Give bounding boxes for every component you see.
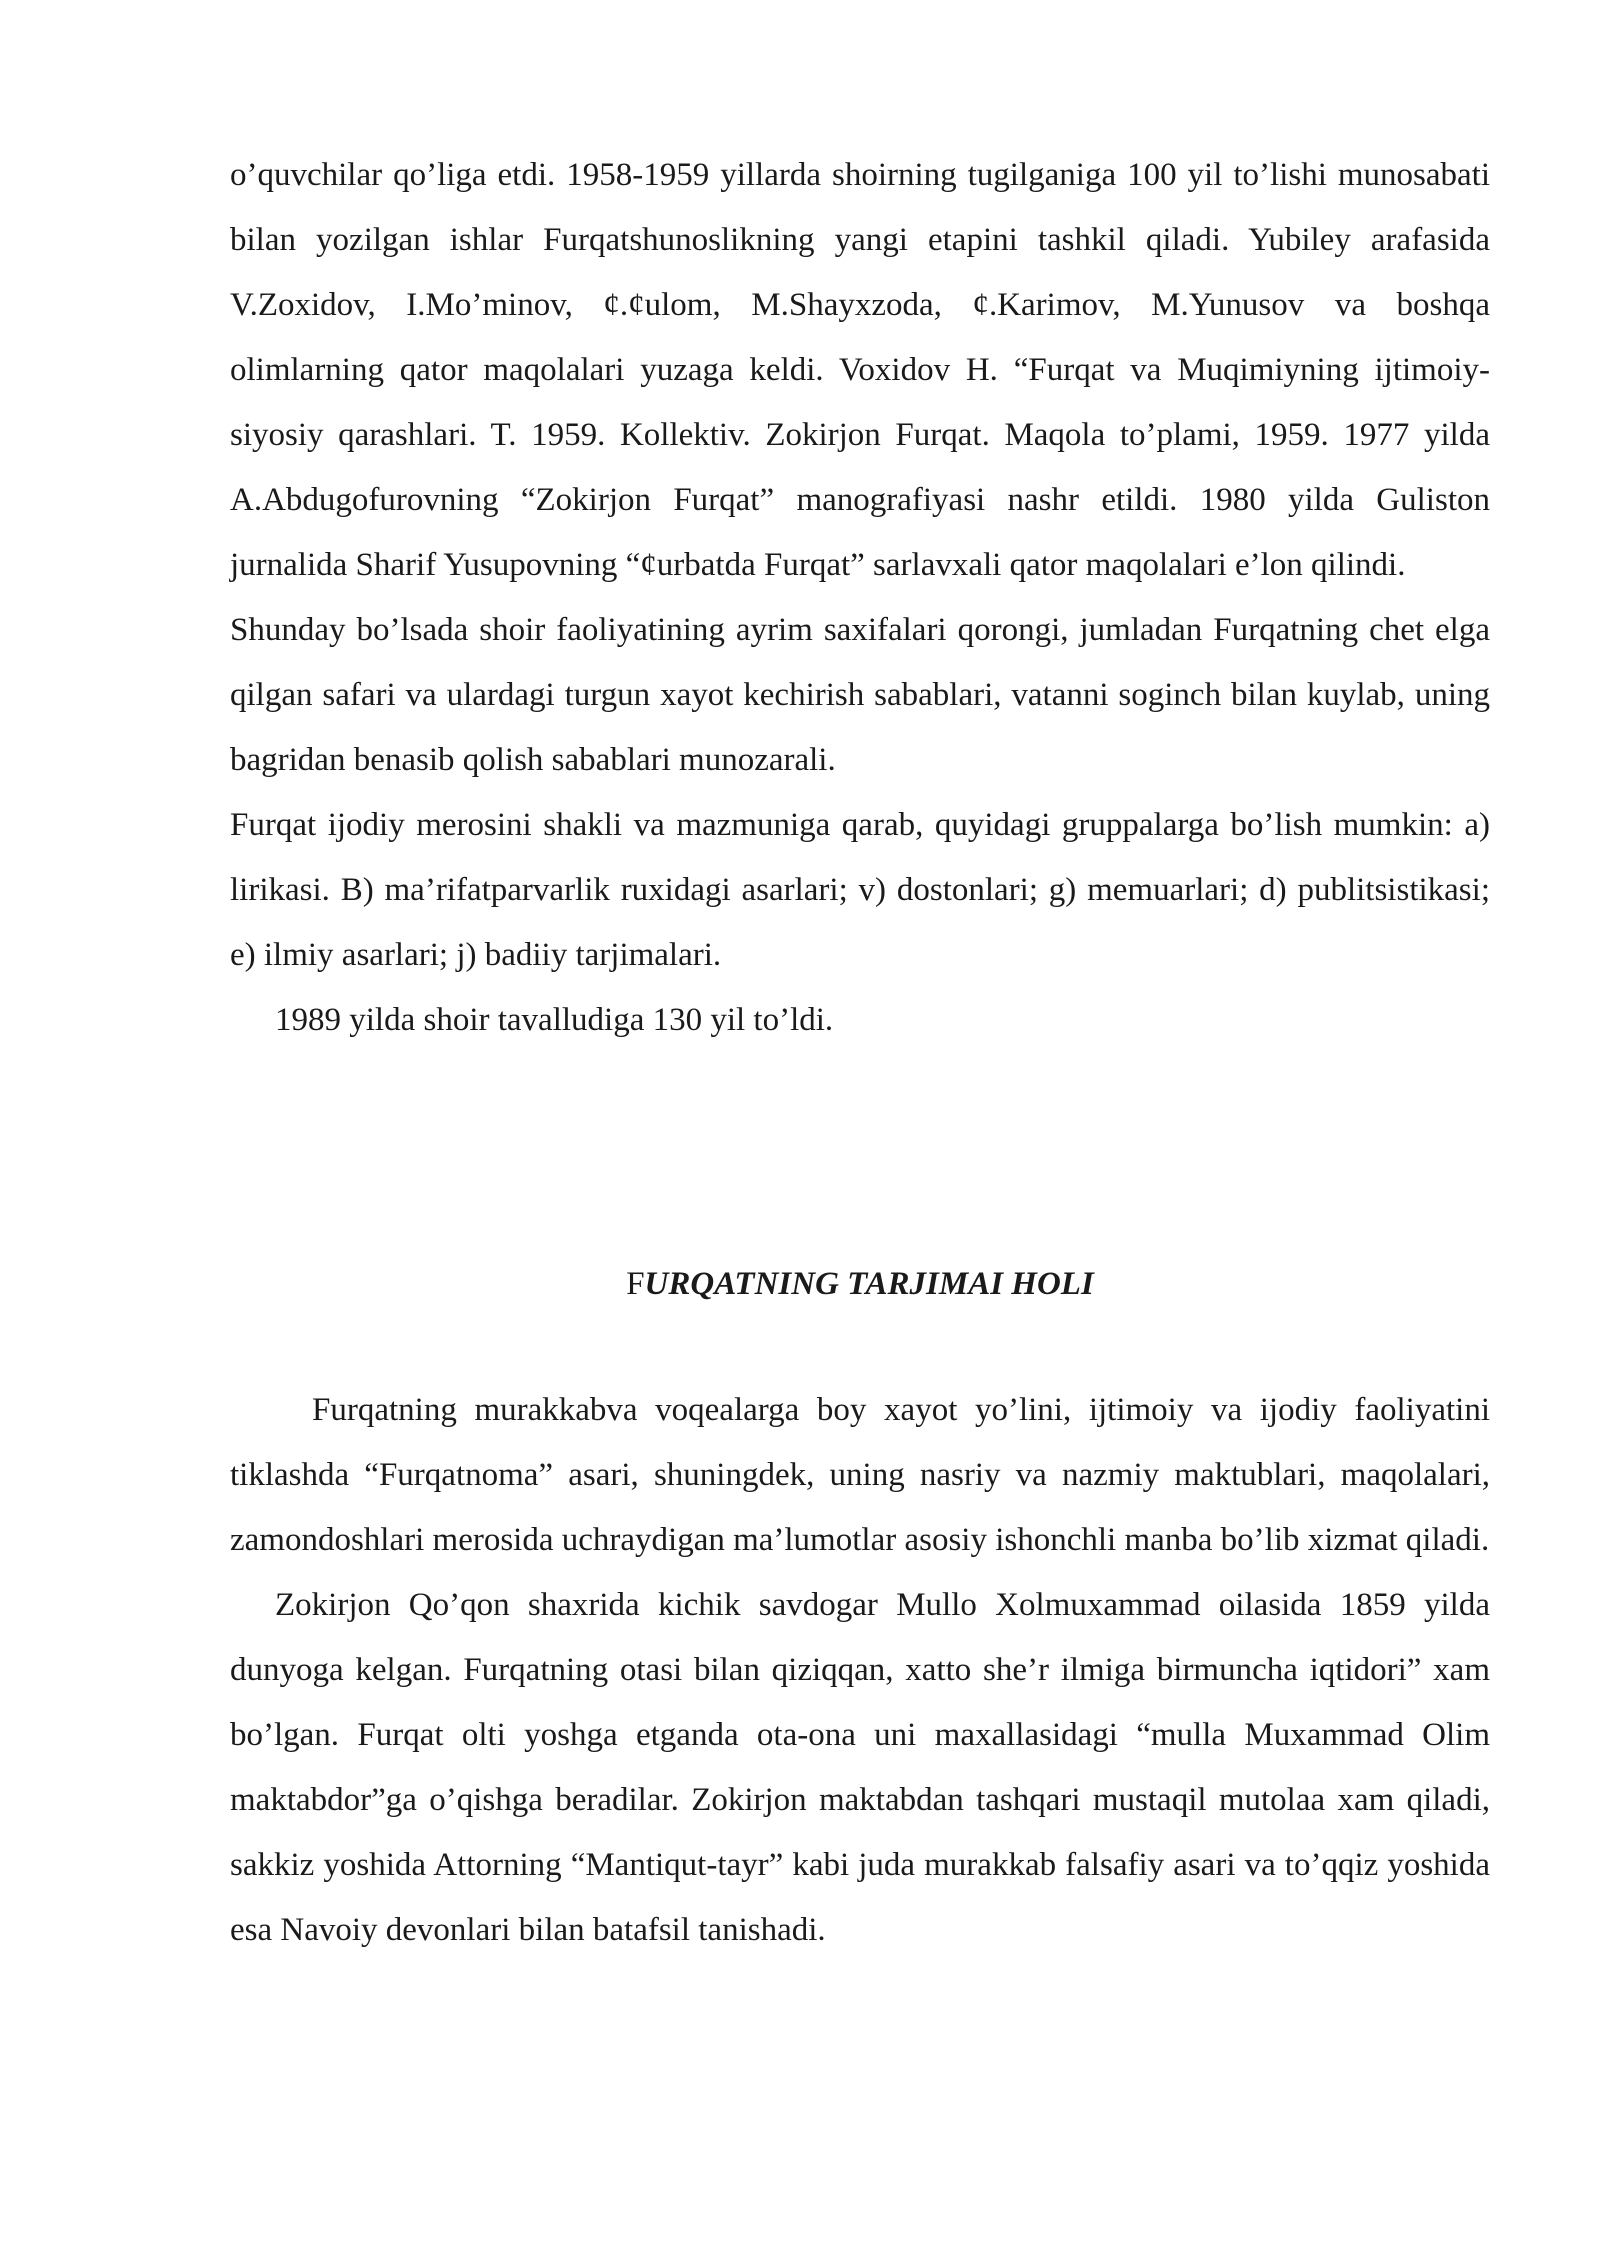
section-biography <box>230 1378 1490 1963</box>
paragraph-legacy-groups: Furqat ijodiy merosini shakli va mazmuniga qarab, quyidagi gruppalarga bo’lish mumkin: a) lirikasi. B) ma’rifatparvarlik ruxidagi asarlari; v) dostonlari; g) memuarlari; d) publitsistikasi; e) ilmiy asarlari; j) badiiy tarjimalari. <box>230 807 1490 973</box>
paragraph-sources: Furqatning murakkabva voqealarga boy xayot yo’lini, ijtimoiy va ijodiy faoliyatini tiklashda “Furqatnoma” asari, shuningdek, uning nasriy va nazmiy maktublari, maqolalari, zamondoshlari merosida uchraydigan ma’lumotlar asosiy ishonchli manba bo’lib xizmat qiladi. <box>230 1392 1490 1558</box>
paragraph-reception-history: o’quvchilar qo’liga etdi. 1958-1959 yillarda shoirning tugilganiga 100 yil to’lishi munosabati bilan yozilgan ishlar Furqatshunoslikning yangi etapini tashkil qiladi. Yubiley arafasida V.Zoxidov, I.Mo’minov, ¢.¢ulom, M.Shayxzoda, ¢.Karimov, M.Yunusov va boshqa olimlarning qator maqolalari yuzaga keldi. Voxidov H. “Furqat va Muqimiyning ijtimoiy-siyosiy qarashlari. T. 1959. Kollektiv. Zokirjon Furqat. Maqola to’plami, 1959. 1977 yilda A.Abdugofurovning “Zokirjon Furqat” manografiyasi nashr etildi. 1980 yilda Guliston jurnalida Sharif Yusupovning “¢urbatda Furqat” sarlavxali qator maqolalari e’lon qilindi. <box>230 157 1490 583</box>
section-heading <box>230 1252 1490 1317</box>
heading-text: URQATNING TARJIMAI HOLI <box>644 1266 1094 1302</box>
section-before-heading <box>230 143 1490 1053</box>
paragraph-anniversary: 1989 yilda shoir tavalludiga 130 yil to’ldi. <box>275 1002 834 1038</box>
heading-first-letter: F <box>626 1266 645 1302</box>
paragraph-childhood: Zokirjon Qo’qon shaxrida kichik savdogar Mullo Xolmuxammad oilasida 1859 yilda dunyoga kelgan. Furqatning otasi bilan qiziqqan, xatto she’r ilmiga birmuncha iqtidori” xam bo’lgan. Furqat olti yoshga etganda ota-ona uni maxallasidagi “mulla Muxammad Olim maktabdor”ga o’qishga beradilar. Zokirjon maktabdan tashqari mustaqil mutolaa xam qiladi, sakkiz yoshida Attorning “Mantiqut-tayr” kabi juda murakkab falsafiy asari va to’qqiz yoshida esa Navoiy devonlari bilan batafsil tanishadi. <box>230 1587 1490 1948</box>
paragraph-unresolved-questions: Shunday bo’lsada shoir faoliyatining ayrim saxifalari qorongi, jumladan Furqatning chet elga qilgan safari va ulardagi turgun xayot kechirish sabablari, vatanni soginch bilan kuylab, uning bagridan benasib qolish sabablari munozarali. <box>230 612 1490 778</box>
